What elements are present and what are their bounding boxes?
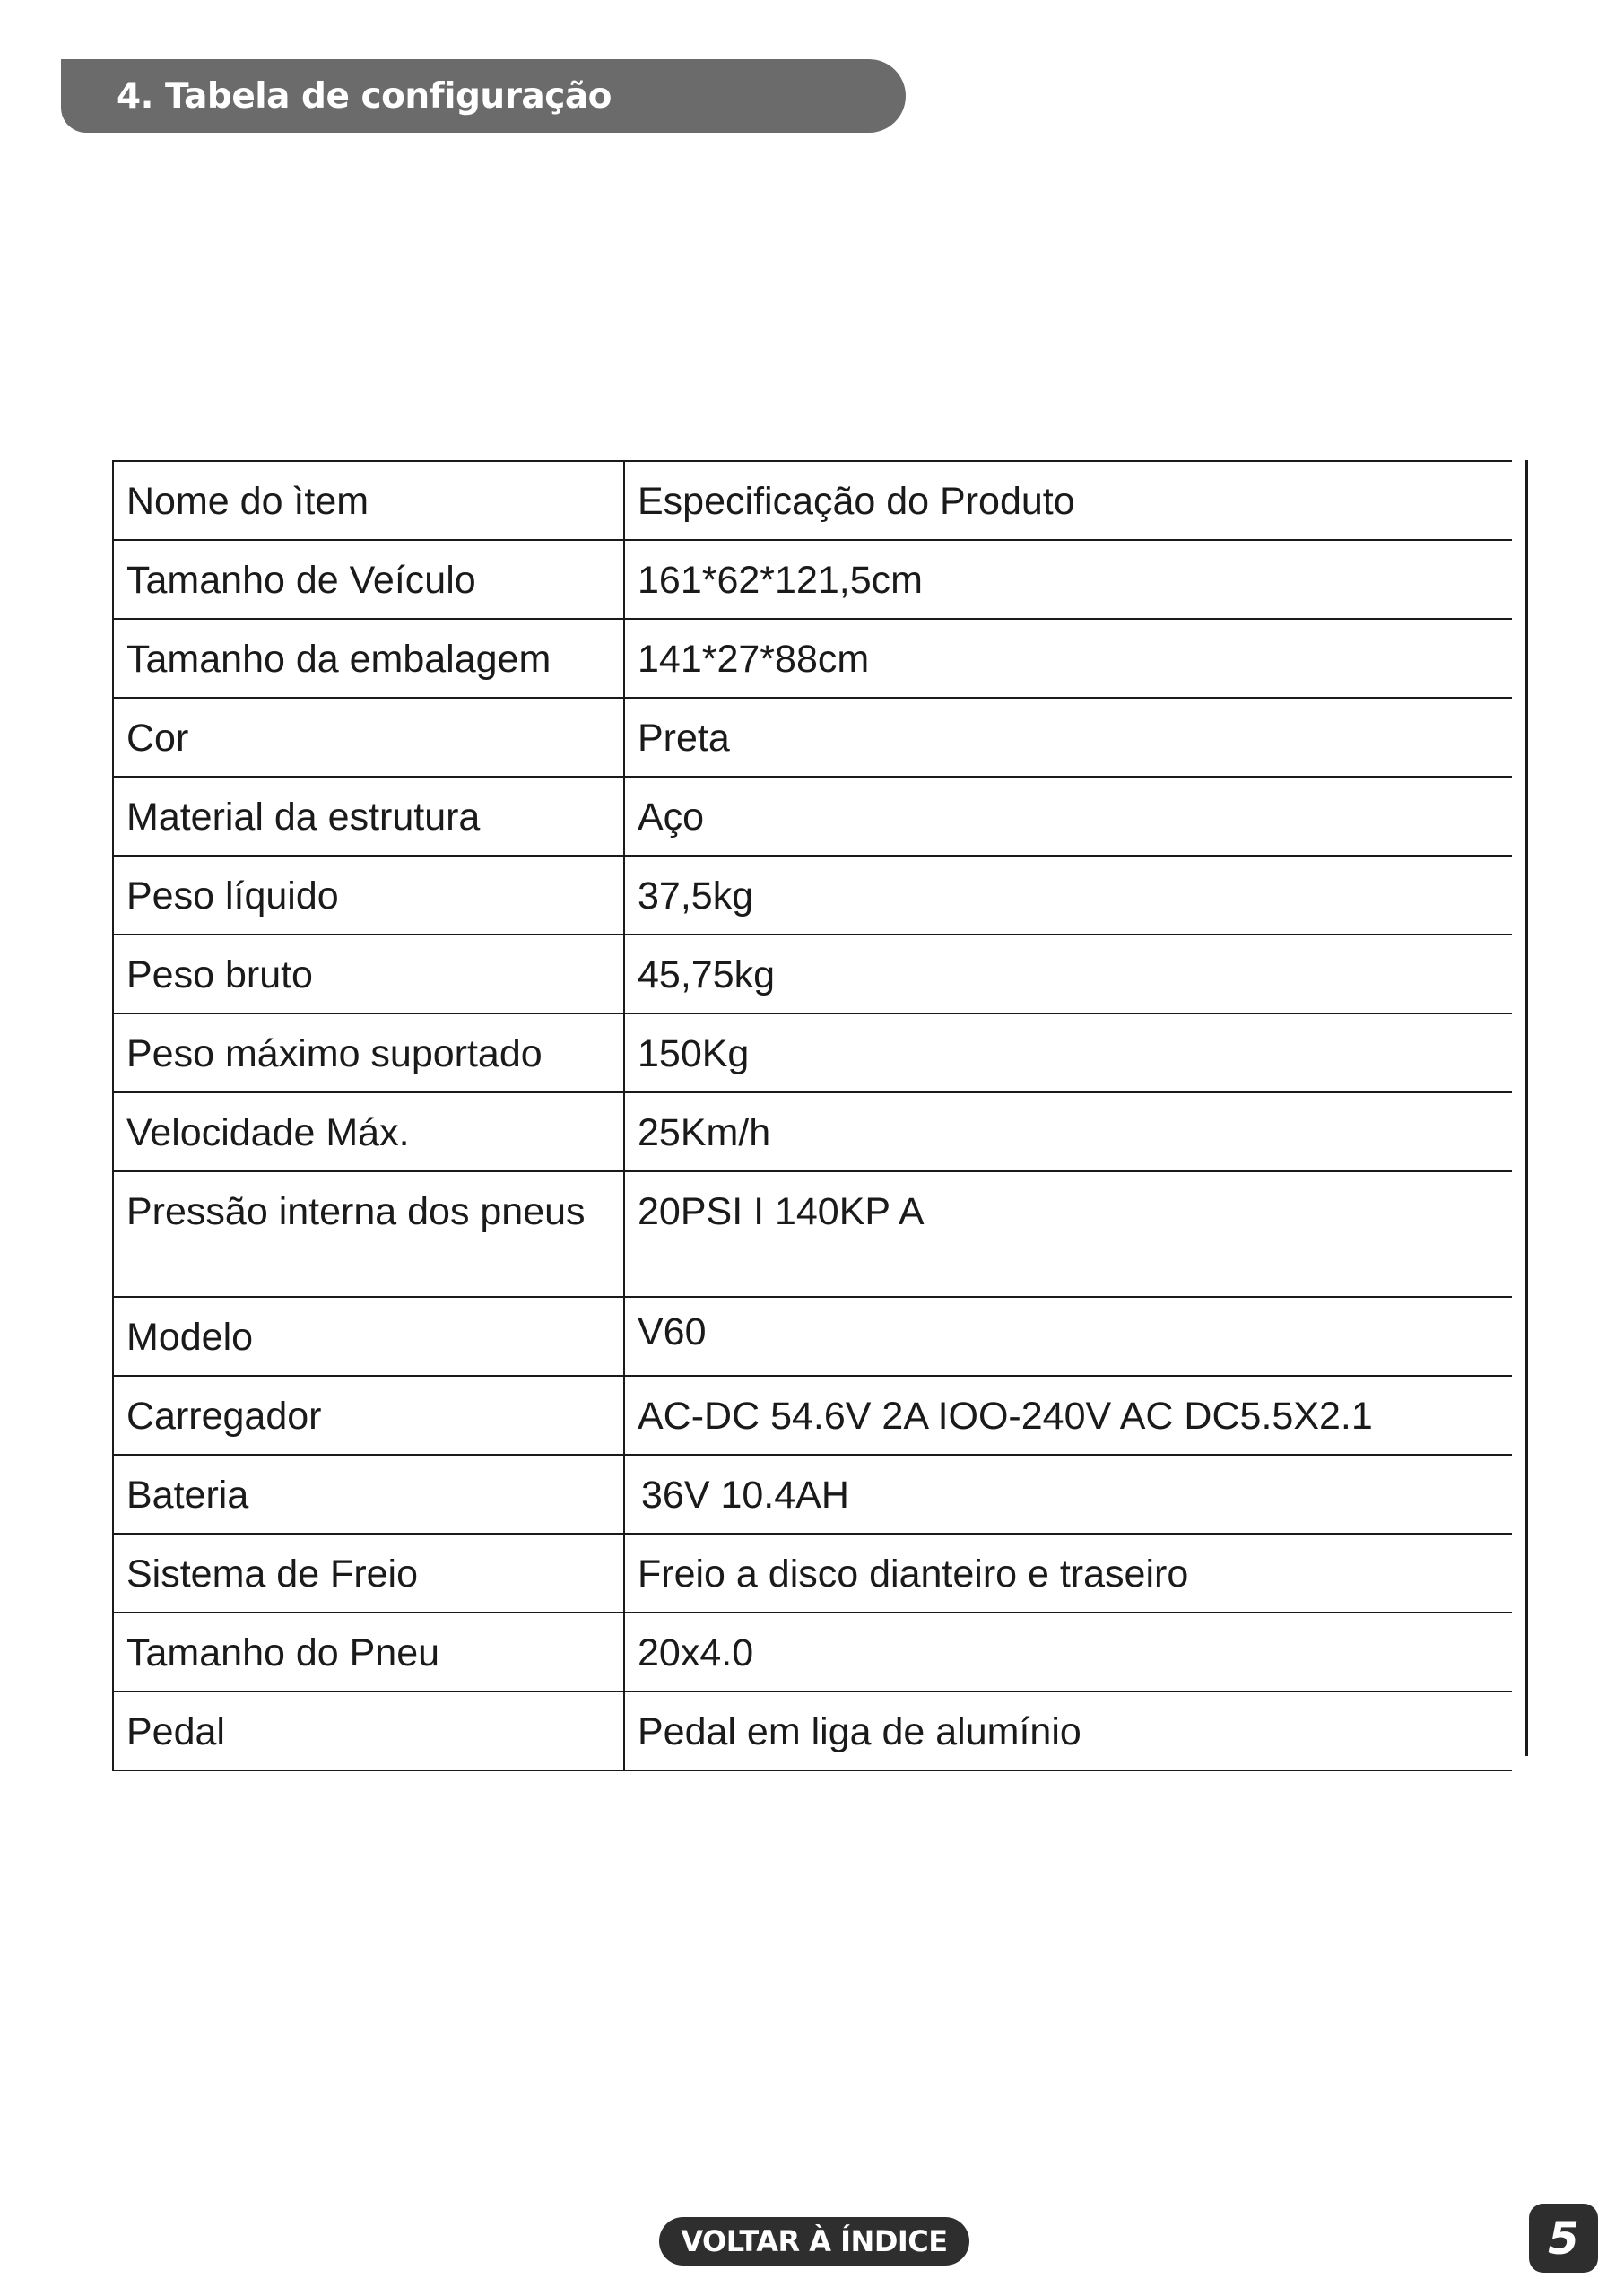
item-name-cell: Velocidade Máx. xyxy=(113,1092,624,1171)
item-spec-cell: 45,75kg xyxy=(624,935,1512,1013)
table-row xyxy=(113,1613,1512,1692)
table-row xyxy=(113,1376,1512,1455)
item-spec-cell: 141*27*88cm xyxy=(624,619,1512,698)
page-number-badge xyxy=(1529,2204,1598,2273)
item-spec-cell: 20x4.0 xyxy=(624,1613,1512,1692)
table-row xyxy=(113,935,1512,1013)
table-row xyxy=(113,461,1512,540)
page-number: 5 xyxy=(1548,2212,1579,2265)
table-right-border xyxy=(1525,460,1528,1756)
item-name-cell: Bateria xyxy=(113,1455,624,1534)
item-name-cell: Pedal xyxy=(113,1692,624,1770)
item-name-cell: Peso bruto xyxy=(113,935,624,1013)
item-name-cell: Tamanho do Pneu xyxy=(113,1613,624,1692)
table-row xyxy=(113,1092,1512,1171)
item-spec-cell: 150Kg xyxy=(624,1013,1512,1092)
back-to-index-button[interactable] xyxy=(659,2217,969,2266)
item-name-cell: Modelo xyxy=(113,1297,624,1376)
item-spec-cell: 20PSI I 140KP A xyxy=(624,1171,1512,1297)
item-name-cell: Carregador xyxy=(113,1376,624,1455)
item-name-cell: Peso máximo suportado xyxy=(113,1013,624,1092)
back-to-index-label: VOLTAR À ÍNDICE xyxy=(681,2224,948,2258)
section-title: 4. Tabela de configuração xyxy=(117,75,612,117)
item-name-cell: Tamanho de Veículo xyxy=(113,540,624,619)
item-spec-cell: Especificação do Produto xyxy=(624,461,1512,540)
item-spec-cell: 36V 10.4AH xyxy=(624,1455,1512,1534)
table-row xyxy=(113,540,1512,619)
item-spec-cell: Freio a disco dianteiro e traseiro xyxy=(624,1534,1512,1613)
table-row xyxy=(113,1692,1512,1770)
configuration-table xyxy=(112,460,1512,1771)
table-row xyxy=(113,1534,1512,1613)
table-row xyxy=(113,777,1512,856)
item-spec-cell: V60 xyxy=(624,1297,1512,1376)
table-row xyxy=(113,1013,1512,1092)
item-name-cell: Nome do ìtem xyxy=(113,461,624,540)
item-spec-cell: Pedal em liga de alumínio xyxy=(624,1692,1512,1770)
table-row xyxy=(113,856,1512,935)
item-name-cell: Pressão interna dos pneus xyxy=(113,1171,624,1297)
table-row xyxy=(113,1171,1512,1297)
item-name-cell: Tamanho da embalagem xyxy=(113,619,624,698)
table-row xyxy=(113,698,1512,777)
item-name-cell: Sistema de Freio xyxy=(113,1534,624,1613)
item-name-cell: Material da estrutura xyxy=(113,777,624,856)
item-spec-cell: 161*62*121,5cm xyxy=(624,540,1512,619)
table-row xyxy=(113,1455,1512,1534)
section-header xyxy=(61,59,906,133)
item-spec-cell: 25Km/h xyxy=(624,1092,1512,1171)
item-spec-cell: 37,5kg xyxy=(624,856,1512,935)
item-name-cell: Cor xyxy=(113,698,624,777)
item-name-cell: Peso líquido xyxy=(113,856,624,935)
item-spec-cell: AC-DC 54.6V 2A IOO-240V AC DC5.5X2.1 xyxy=(624,1376,1512,1455)
table-row xyxy=(113,619,1512,698)
item-spec-cell: Aço xyxy=(624,777,1512,856)
item-spec-cell: Preta xyxy=(624,698,1512,777)
table-row xyxy=(113,1297,1512,1376)
